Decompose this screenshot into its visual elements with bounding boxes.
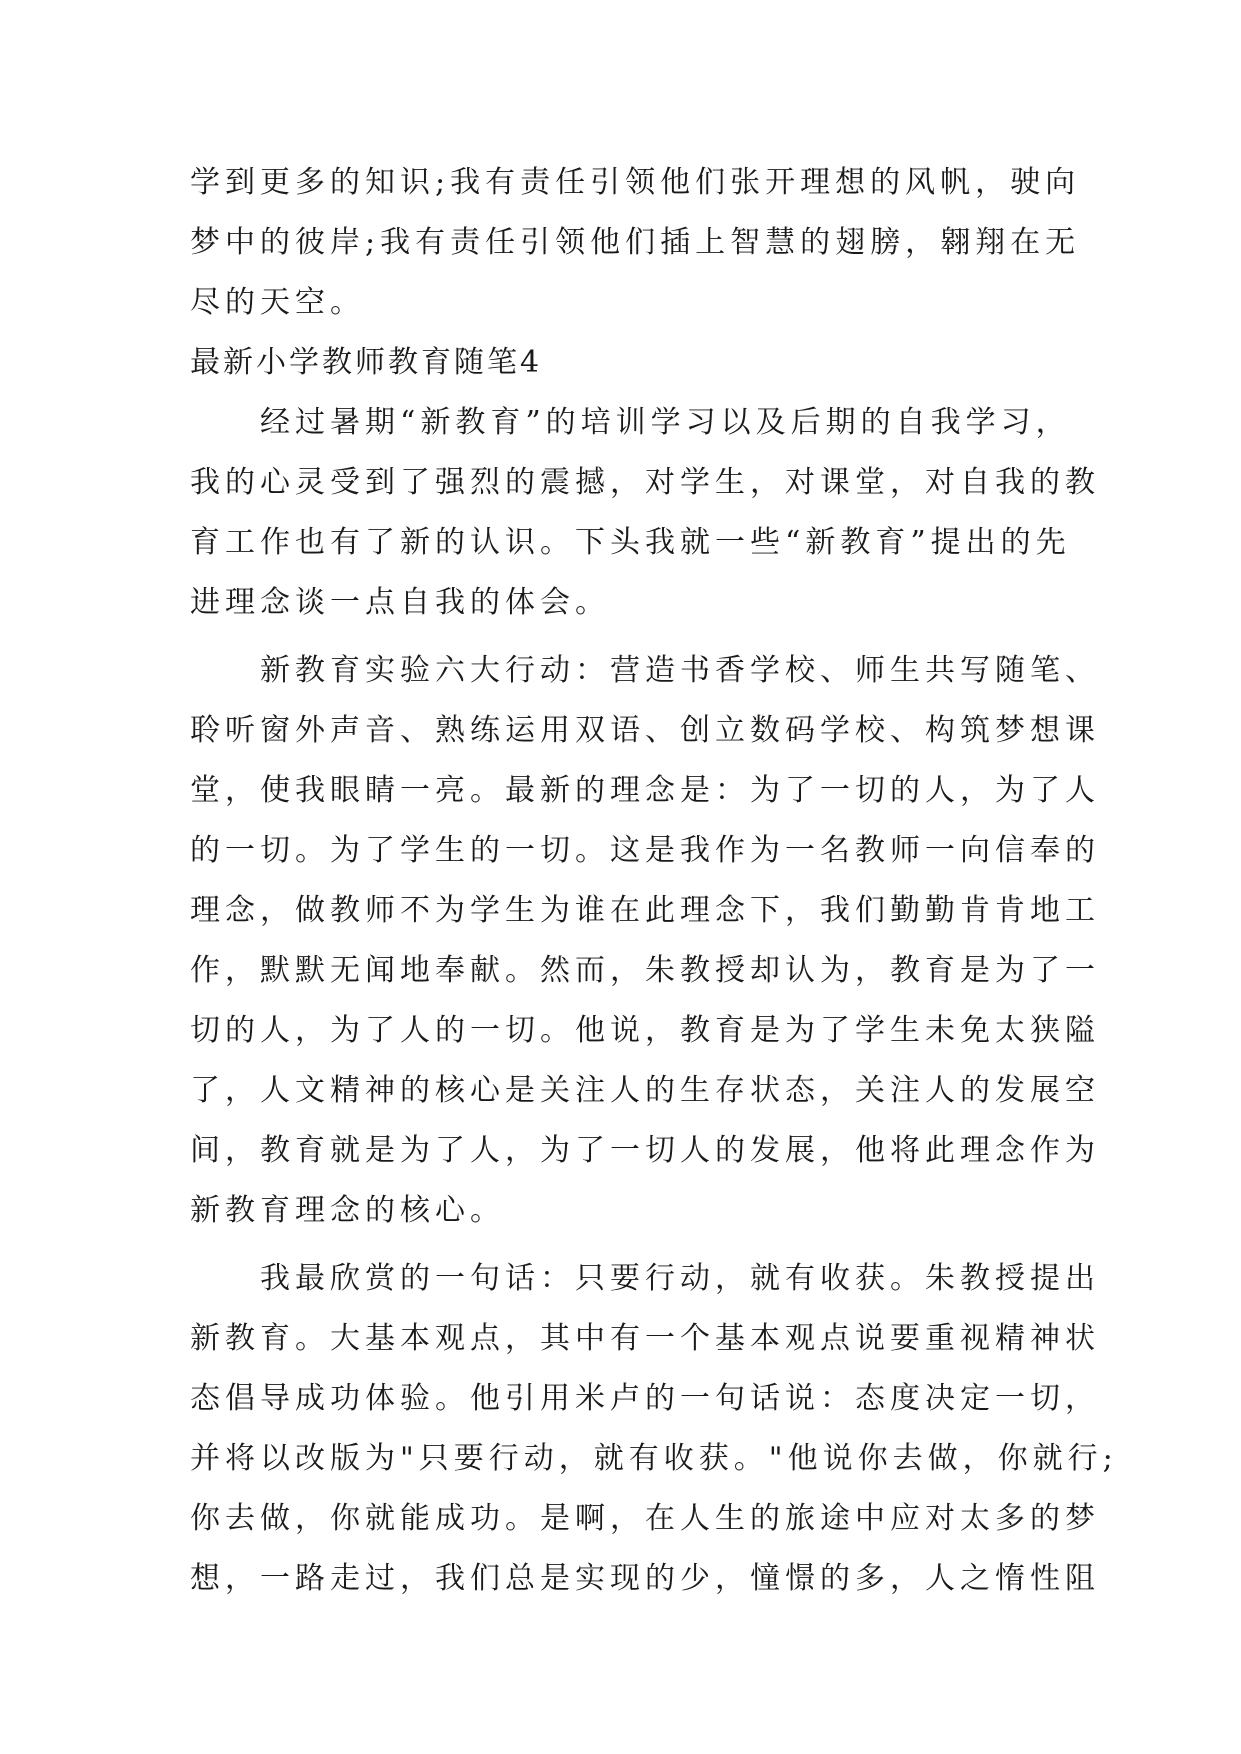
text-line: 的一切。为了学生的一切。这是我作为一名教师一向信奉的: [190, 833, 1100, 868]
text-line: 切的人，为了人的一切。他说，教育是为了学生未免太狭隘: [190, 1013, 1100, 1048]
text-line: 梦中的彼岸;我有责任引领他们插上智慧的翅膀，翱翔在无: [190, 225, 1081, 260]
text-line: 尽的天空。: [190, 285, 365, 320]
text-line: 新教育实验六大行动：营造书香学校、师生共写随笔、: [260, 653, 1100, 688]
text-line: 聆听窗外声音、熟练运用双语、创立数码学校、构筑梦想课: [190, 713, 1100, 748]
text-line: 理念，做教师不为学生为谁在此理念下，我们勤勤肯肯地工: [190, 893, 1100, 928]
text-line: 学到更多的知识;我有责任引领他们张开理想的风帆，驶向: [190, 165, 1081, 200]
section-title: 最新小学教师教育随笔4: [190, 345, 543, 380]
text-line: 经过暑期“新教育”的培训学习以及后期的自我学习，: [260, 405, 1071, 440]
text-line: 我的心灵受到了强烈的震撼，对学生，对课堂，对自我的教: [190, 465, 1100, 500]
text-line: 作，默默无闻地奉献。然而，朱教授却认为，教育是为了一: [190, 953, 1100, 988]
text-line: 并将以改版为"只要行动，就有收获。"他说你去做，你就行;: [190, 1441, 1118, 1476]
paragraph-2: [190, 641, 1100, 1241]
paragraph-3: [190, 1249, 1118, 1609]
intro-paragraph: [190, 153, 1081, 333]
text-line: 育工作也有了新的认识。下头我就一些“新教育”提出的先: [190, 525, 1071, 560]
text-line: 态倡导成功体验。他引用米卢的一句话说：态度决定一切，: [190, 1381, 1100, 1416]
paragraph-spacer: [190, 633, 1070, 641]
text-line: 你去做，你就能成功。是啊，在人生的旅途中应对太多的梦: [190, 1501, 1100, 1536]
text-line: 新教育理念的核心。: [190, 1193, 505, 1228]
text-line: 新教育。大基本观点，其中有一个基本观点说要重视精神状: [190, 1321, 1100, 1356]
paragraph-spacer: [190, 1241, 1070, 1249]
paragraph-1: [190, 393, 1100, 633]
text-line: 了，人文精神的核心是关注人的生存状态，关注人的发展空: [190, 1073, 1100, 1108]
text-line: 我最欣赏的一句话：只要行动，就有收获。朱教授提出: [260, 1261, 1100, 1296]
text-line: 想，一路走过，我们总是实现的少，憧憬的多，人之惰性阻: [190, 1561, 1100, 1596]
document-body: [190, 153, 1118, 1609]
text-line: 堂，使我眼睛一亮。最新的理念是：为了一切的人，为了人: [190, 773, 1100, 808]
text-line: 进理念谈一点自我的体会。: [190, 585, 610, 620]
text-line: 间，教育就是为了人，为了一切人的发展，他将此理念作为: [190, 1133, 1100, 1168]
